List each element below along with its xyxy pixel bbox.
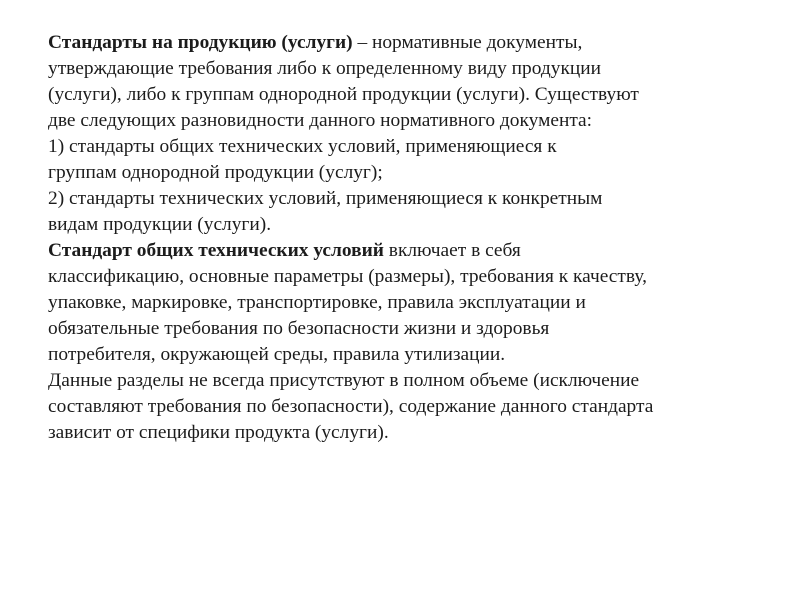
text-line bbox=[48, 212, 758, 238]
text-run: включает в себя bbox=[383, 240, 521, 261]
text-run: 2) стандарты технических условий, применяющиеся к конкретным bbox=[48, 188, 603, 209]
text-run: (услуги), либо к группам однородной продукции (услуги). Существуют bbox=[48, 84, 639, 105]
text-line bbox=[48, 264, 758, 290]
text-run: Данные разделы не всегда присутствуют в полном объеме (исключение bbox=[48, 370, 640, 391]
text-run: упаковке, маркировке, транспортировке, правила эксплуатации и bbox=[48, 292, 586, 313]
text-run: видам продукции (услуги). bbox=[48, 214, 272, 235]
text-line bbox=[48, 420, 758, 446]
text-run: обязательные требования по безопасности жизни и здоровья bbox=[48, 318, 550, 339]
text-line bbox=[48, 56, 758, 82]
text-line bbox=[48, 134, 758, 160]
text-line bbox=[48, 368, 758, 394]
text-run: группам однородной продукции (услуг); bbox=[48, 162, 383, 183]
text-run: – нормативные документы, bbox=[352, 32, 583, 53]
paragraph bbox=[48, 368, 758, 446]
text-run: две следующих разновидности данного нормативного документа: bbox=[48, 110, 593, 131]
text-line bbox=[48, 394, 758, 420]
text-run: 1) стандарты общих технических условий, применяющиеся к bbox=[48, 136, 557, 157]
text-run: составляют требования по безопасности), содержание данного стандарта bbox=[48, 396, 654, 417]
text-line bbox=[48, 30, 758, 56]
bold-text-run: Стандарты на продукцию (услуги) bbox=[48, 32, 353, 53]
text-line bbox=[48, 316, 758, 342]
text-run: зависит от специфики продукта (услуги). bbox=[48, 422, 389, 443]
text-line bbox=[48, 82, 758, 108]
bold-text-run: Стандарт общих технических условий bbox=[48, 240, 384, 261]
text-run: утверждающие требования либо к определенному виду продукции bbox=[48, 58, 601, 79]
text-line bbox=[48, 238, 758, 264]
body-text bbox=[48, 30, 758, 446]
paragraph bbox=[48, 238, 758, 368]
text-line bbox=[48, 186, 758, 212]
text-line bbox=[48, 290, 758, 316]
text-run: классификацию, основные параметры (размеры), требования к качеству, bbox=[48, 266, 647, 287]
paragraph bbox=[48, 30, 758, 238]
text-line bbox=[48, 108, 758, 134]
text-run: потребителя, окружающей среды, правила утилизации. bbox=[48, 344, 506, 365]
text-line bbox=[48, 342, 758, 368]
text-line bbox=[48, 160, 758, 186]
